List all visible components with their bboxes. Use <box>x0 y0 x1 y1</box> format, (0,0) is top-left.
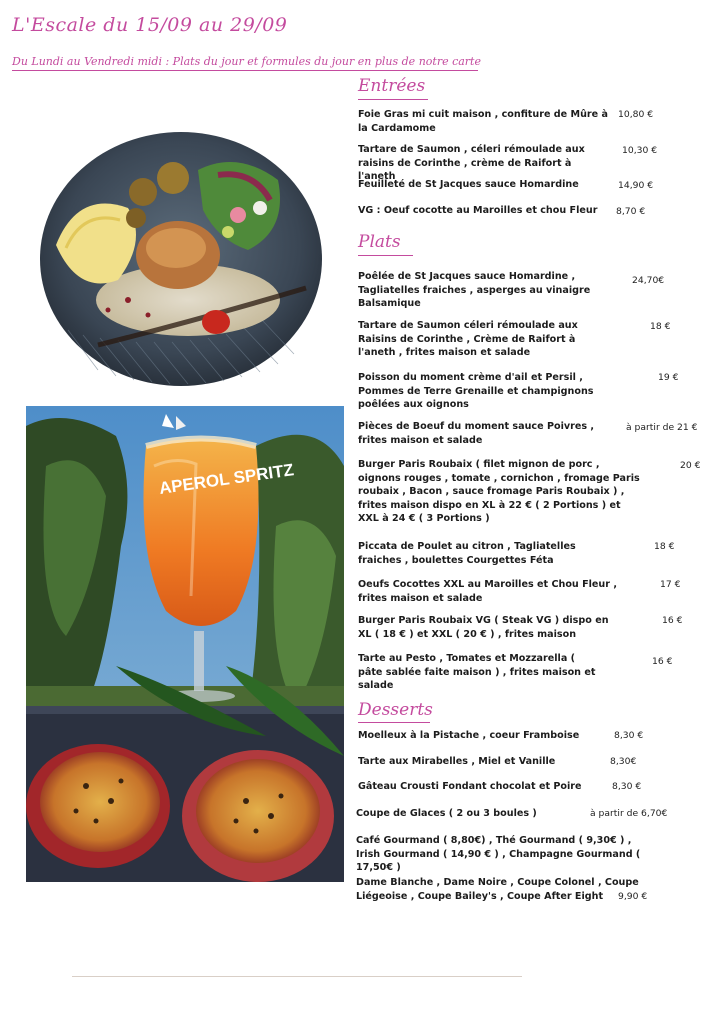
menu-item-price: 9,90 € <box>618 891 648 902</box>
menu-item-dessert: Moelleux à la Pistache , coeur Framboise <box>358 730 580 741</box>
subtitle-underline <box>12 70 478 71</box>
glass-logo-text: APEROL SPRITZ <box>157 460 295 498</box>
menu-item-price: 10,80 € <box>618 109 654 120</box>
menu-item-price: 8,30€ <box>610 756 637 767</box>
menu-item-dessert: Coupe de Glaces ( 2 ou 3 boules ) <box>356 808 537 819</box>
menu-item-price: 17 € <box>660 579 681 590</box>
menu-item-price: 24,70€ <box>632 275 665 286</box>
page-subtitle: Du Lundi au Vendredi midi : Plats du jour et formules du jour en plus de notre carte <box>12 55 481 68</box>
menu-item-price: 8,30 € <box>614 730 644 741</box>
menu-item-dessert: Dame Blanche , Dame Noire , Coupe Colonel , Coupe Liégeoise , Coupe Bailey's , Coupe After Eight <box>356 877 639 902</box>
menu-item-plat: Burger Paris Roubaix VG ( Steak VG ) dispo en XL ( 18 € ) et XXL ( 20 € ) , frites maison <box>358 615 609 640</box>
menu-item-plat: Oeufs Cocottes XXL au Maroilles et Chou Fleur , frites maison et salade <box>358 579 617 604</box>
menu-item-price: 19 € <box>658 372 679 383</box>
menu-item-dessert: Tarte aux Mirabelles , Miel et Vanille <box>358 756 556 767</box>
menu-item-plat: Tartare de Saumon céleri rémoulade aux Raisins de Corinthe , Crème de Raifort à l'aneth , frites maison et salade <box>358 320 578 359</box>
section-underline-plats <box>358 255 413 256</box>
menu-item-entree: Tartare de Saumon , céleri rémoulade aux raisins de Corinthe , crème de Raifort à l'aneth <box>358 144 585 183</box>
menu-item-dessert: Café Gourmand ( 8,80€) , Thé Gourmand ( 9,30€ ) , Irish Gourmand ( 14,90 € ) , Champagne Gourmand ( 17,50€ ) <box>356 835 641 874</box>
menu-item-entree: VG : Oeuf cocotte au Maroilles et chou Fleur <box>358 205 598 216</box>
menu-item-dessert: Gâteau Crousti Fondant chocolat et Poire <box>358 781 582 792</box>
menu-item-price: 18 € <box>654 541 675 552</box>
plate-photo <box>38 130 324 388</box>
menu-item-plat: Pièces de Boeuf du moment sauce Poivres , frites maison et salade <box>358 421 595 446</box>
menu-item-plat: Burger Paris Roubaix ( filet mignon de porc , oignons rouges , tomate , cornichon , fromage Paris roubaix , Bacon , sauce fromage Paris Roubaix ) , frites maison dispo en XL à 22 € ( 2 Portions ) et XXL à 24 € ( 3 Portions ) <box>358 459 640 525</box>
menu-item-plat: Poêlée de St Jacques sauce Homardine , Tagliatelles fraiches , asperges au vinaigre Balsamique <box>358 271 591 310</box>
menu-item-price: 8,30 € <box>612 781 642 792</box>
menu-item-price: à partir de 6,70€ <box>590 808 668 819</box>
menu-item-plat: Poisson du moment crème d'ail et Persil , Pommes de Terre Grenaille et champignons poêlées aux oignons <box>358 372 594 411</box>
menu-item-price: 18 € <box>650 321 671 332</box>
menu-item-plat: Piccata de Poulet au citron , Tagliatelles fraiches , boulettes Courgettes Féta <box>358 541 576 566</box>
menu-item-entree: Foie Gras mi cuit maison , confiture de Mûre à la Cardamome <box>358 109 608 134</box>
menu-item-price: à partir de 21 € <box>626 422 698 433</box>
menu-item-price: 20 € <box>680 460 701 471</box>
aperol-spritz-photo <box>26 406 344 882</box>
section-heading-entrees: Entrées <box>358 76 426 96</box>
section-heading-desserts: Desserts <box>358 700 433 720</box>
section-underline-entrees <box>358 99 428 100</box>
section-underline-desserts <box>358 722 430 723</box>
menu-item-entree: Feuilleté de St Jacques sauce Homardine <box>358 179 579 190</box>
menu-item-plat: Tarte au Pesto , Tomates et Mozzarella ( pâte sablée faite maison ) , frites maison et salade <box>358 653 596 692</box>
menu-item-price: 8,70 € <box>616 206 646 217</box>
menu-item-price: 16 € <box>652 656 673 667</box>
section-heading-plats: Plats <box>358 232 401 252</box>
menu-item-price: 10,30 € <box>622 145 658 156</box>
menu-item-price: 16 € <box>662 615 683 626</box>
menu-item-price: 14,90 € <box>618 180 654 191</box>
footer-divider <box>72 976 522 977</box>
page-title: L'Escale du 15/09 au 29/09 <box>12 14 288 36</box>
